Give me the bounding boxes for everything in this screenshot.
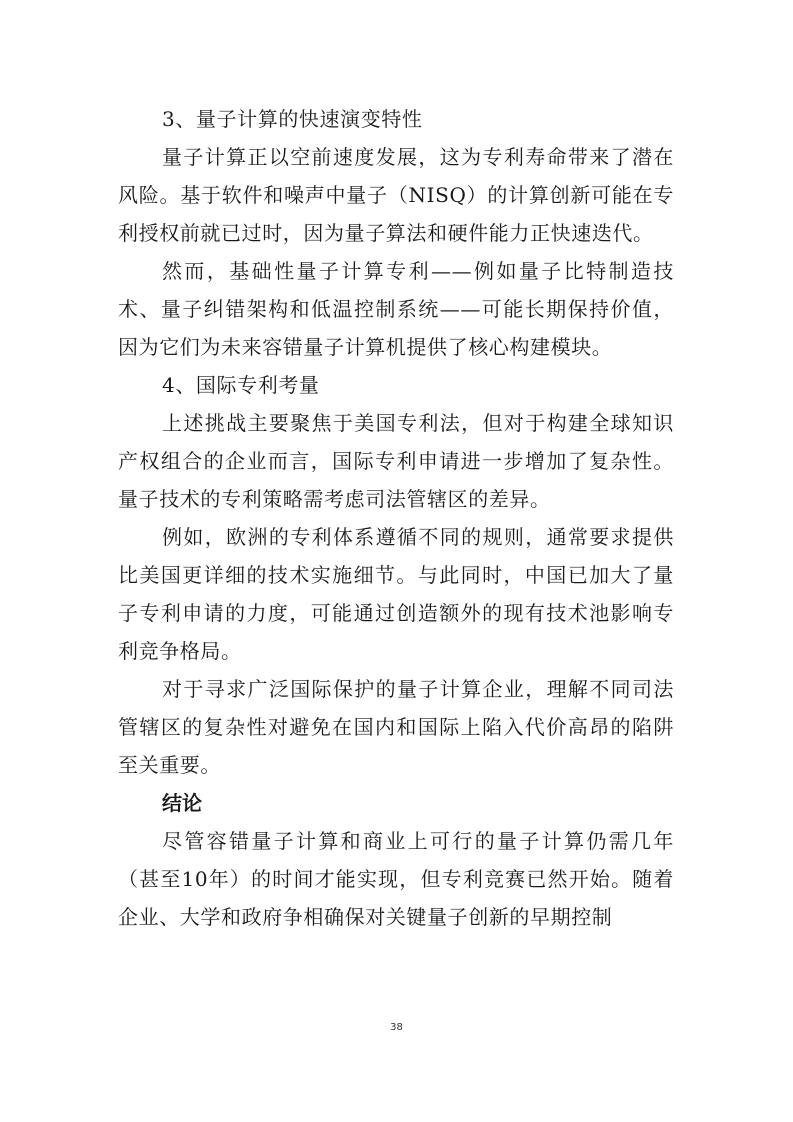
paragraph: 量子计算正以空前速度发展，这为专利寿命带来了潜在风险。基于软件和噪声中量子（NISQ）的计算创新可能在专利授权前就已过时，因为量子算法和硬件能力正快速迭代。 (118, 145, 674, 245)
paragraph: 然而，基础性量子计算专利——例如量子比特制造技术、量子纠错架构和低温控制系统——可能长期保持价值，因为它们为未来容错量子计算机提供了核心构建模块。 (118, 259, 674, 359)
subheading-3: 3、量子计算的快速演变特性 (162, 107, 423, 131)
page-number: 38 (390, 1022, 403, 1033)
section-title-conclusion: 结论 (162, 791, 202, 815)
paragraph: 上述挑战主要聚焦于美国专利法，但对于构建全球知识产权组合的企业而言，国际专利申请进一步增加了复杂性。量子技术的专利策略需考虑司法管辖区的差异。 (118, 411, 674, 511)
paragraph: 例如，欧洲的专利体系遵循不同的规则，通常要求提供比美国更详细的技术实施细节。与此同时，中国已加大了量子专利申请的力度，可能通过创造额外的现有技术池影响专利竞争格局。 (118, 525, 674, 663)
page-content (118, 100, 674, 936)
paragraph: 尽管容错量子计算和商业上可行的量子计算仍需几年（甚至10年）的时间才能实现，但专利竞赛已然开始。随着企业、大学和政府争相确保对关键量子创新的早期控制 (118, 829, 674, 929)
subheading-4: 4、国际专利考量 (162, 373, 320, 397)
paragraph: 对于寻求广泛国际保护的量子计算企业，理解不同司法管辖区的复杂性对避免在国内和国际上陷入代价高昂的陷阱至关重要。 (118, 677, 674, 777)
